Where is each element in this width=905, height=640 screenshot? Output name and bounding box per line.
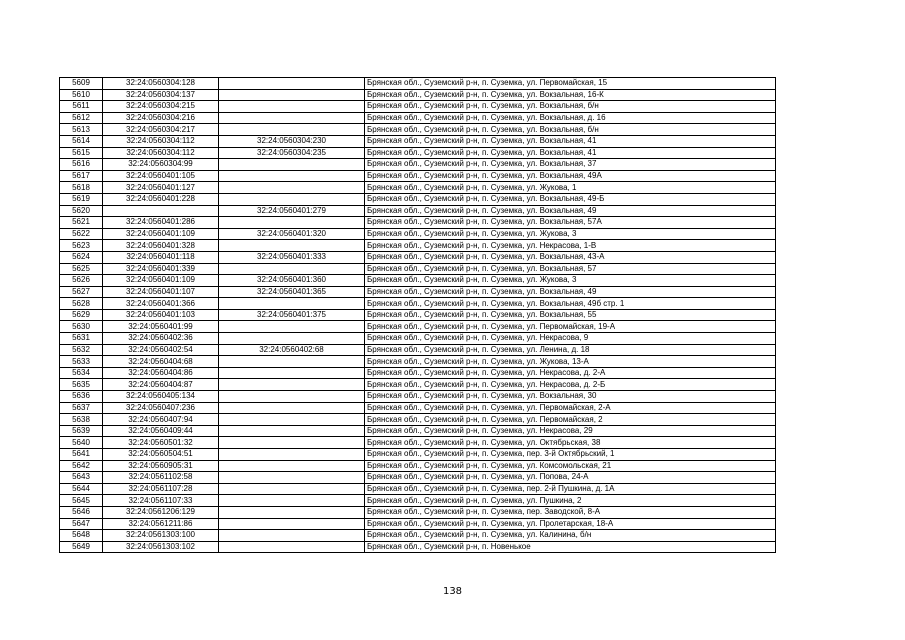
table-row <box>60 112 776 124</box>
address-cell: Брянская обл., Суземский р-н, п. Суземка, ул. Вокзальная, 49 <box>365 286 776 298</box>
table-row <box>60 89 776 101</box>
row-number-cell: 5622 <box>60 228 103 240</box>
cadastral-number-cell: 32:24:0560407:236 <box>103 402 219 414</box>
parent-cadastral-number-cell <box>219 379 365 391</box>
row-number-cell: 5619 <box>60 193 103 205</box>
parent-cadastral-number-cell: 32:24:0560401:360 <box>219 275 365 287</box>
cadastral-number-cell: 32:24:0560401:107 <box>103 286 219 298</box>
address-cell: Брянская обл., Суземский р-н, п. Суземка, ул. Вокзальная, 41 <box>365 135 776 147</box>
parent-cadastral-number-cell <box>219 170 365 182</box>
cadastral-number-cell: 32:24:0560501:32 <box>103 437 219 449</box>
row-number-cell: 5648 <box>60 530 103 542</box>
parent-cadastral-number-cell <box>219 460 365 472</box>
parent-cadastral-number-cell <box>219 541 365 553</box>
table-row <box>60 414 776 426</box>
table-row <box>60 449 776 461</box>
register-table-body <box>60 78 776 553</box>
parent-cadastral-number-cell <box>219 78 365 90</box>
cadastral-number-cell: 32:24:0560401:103 <box>103 309 219 321</box>
cadastral-number-cell: 32:24:0560905:31 <box>103 460 219 472</box>
parent-cadastral-number-cell <box>219 402 365 414</box>
table-row <box>60 541 776 553</box>
address-cell: Брянская обл., Суземский р-н, п. Суземка, ул. Вокзальная, 43-А <box>365 251 776 263</box>
page-number: 138 <box>442 586 463 597</box>
parent-cadastral-number-cell <box>219 356 365 368</box>
row-number-cell: 5624 <box>60 251 103 263</box>
row-number-cell: 5631 <box>60 333 103 345</box>
parent-cadastral-number-cell: 32:24:0560401:333 <box>219 251 365 263</box>
address-cell: Брянская обл., Суземский р-н, п. Суземка, ул. Вокзальная, 49б стр. 1 <box>365 298 776 310</box>
parent-cadastral-number-cell <box>219 159 365 171</box>
parent-cadastral-number-cell <box>219 89 365 101</box>
address-cell: Брянская обл., Суземский р-н, п. Суземка, ул. Жукова, 13-А <box>365 356 776 368</box>
address-cell: Брянская обл., Суземский р-н, п. Суземка, пер. 2-й Пушкина, д. 1А <box>365 483 776 495</box>
address-cell: Брянская обл., Суземский р-н, п. Суземка, ул. Первомайская, 2 <box>365 414 776 426</box>
parent-cadastral-number-cell <box>219 240 365 252</box>
row-number-cell: 5614 <box>60 135 103 147</box>
table-row <box>60 147 776 159</box>
row-number-cell: 5640 <box>60 437 103 449</box>
address-cell: Брянская обл., Суземский р-н, п. Суземка, ул. Октябрьская, 38 <box>365 437 776 449</box>
table-row <box>60 217 776 229</box>
row-number-cell: 5641 <box>60 449 103 461</box>
table-row <box>60 367 776 379</box>
row-number-cell: 5635 <box>60 379 103 391</box>
row-number-cell: 5643 <box>60 472 103 484</box>
cadastral-number-cell: 32:24:0560401:118 <box>103 251 219 263</box>
table-row <box>60 298 776 310</box>
address-cell: Брянская обл., Суземский р-н, п. Суземка, ул. Жукова, 3 <box>365 228 776 240</box>
row-number-cell: 5609 <box>60 78 103 90</box>
cadastral-number-cell: 32:24:0560404:87 <box>103 379 219 391</box>
cadastral-number-cell: 32:24:0560304:217 <box>103 124 219 136</box>
cadastral-number-cell: 32:24:0560401:366 <box>103 298 219 310</box>
table-row <box>60 356 776 368</box>
cadastral-number-cell: 32:24:0560409:44 <box>103 425 219 437</box>
cadastral-number-cell: 32:24:0560402:54 <box>103 344 219 356</box>
address-cell: Брянская обл., Суземский р-н, п. Суземка, ул. Некрасова, 9 <box>365 333 776 345</box>
parent-cadastral-number-cell: 32:24:0560304:230 <box>219 135 365 147</box>
row-number-cell: 5629 <box>60 309 103 321</box>
parent-cadastral-number-cell <box>219 193 365 205</box>
table-row <box>60 425 776 437</box>
address-cell: Брянская обл., Суземский р-н, п. Суземка, ул. Вокзальная, б/н <box>365 101 776 113</box>
cadastral-number-cell: 32:24:0560304:99 <box>103 159 219 171</box>
row-number-cell: 5613 <box>60 124 103 136</box>
address-cell: Брянская обл., Суземский р-н, п. Суземка, ул. Вокзальная, б/н <box>365 124 776 136</box>
row-number-cell: 5623 <box>60 240 103 252</box>
address-cell: Брянская обл., Суземский р-н, п. Суземка, ул. Вокзальная, 16-К <box>365 89 776 101</box>
parent-cadastral-number-cell <box>219 483 365 495</box>
table-row <box>60 240 776 252</box>
row-number-cell: 5616 <box>60 159 103 171</box>
address-cell: Брянская обл., Суземский р-н, п. Суземка, ул. Вокзальная, 49-Б <box>365 193 776 205</box>
cadastral-number-cell: 32:24:0560401:109 <box>103 275 219 287</box>
address-cell: Брянская обл., Суземский р-н, п. Новенькое <box>365 541 776 553</box>
row-number-cell: 5612 <box>60 112 103 124</box>
cadastral-number-cell: 32:24:0560304:112 <box>103 147 219 159</box>
parent-cadastral-number-cell: 32:24:0560304:235 <box>219 147 365 159</box>
table-row <box>60 275 776 287</box>
row-number-cell: 5628 <box>60 298 103 310</box>
cadastral-number-cell: 32:24:0561107:33 <box>103 495 219 507</box>
row-number-cell: 5610 <box>60 89 103 101</box>
address-cell: Брянская обл., Суземский р-н, п. Суземка, ул. Вокзальная, 30 <box>365 391 776 403</box>
row-number-cell: 5647 <box>60 518 103 530</box>
cadastral-number-cell: 32:24:0561211:86 <box>103 518 219 530</box>
table-row <box>60 391 776 403</box>
cadastral-number-cell: 32:24:0560401:109 <box>103 228 219 240</box>
parent-cadastral-number-cell <box>219 367 365 379</box>
address-cell: Брянская обл., Суземский р-н, п. Суземка, ул. Попова, 24-А <box>365 472 776 484</box>
row-number-cell: 5617 <box>60 170 103 182</box>
address-cell: Брянская обл., Суземский р-н, п. Суземка, ул. Жукова, 3 <box>365 275 776 287</box>
row-number-cell: 5638 <box>60 414 103 426</box>
table-row <box>60 182 776 194</box>
address-cell: Брянская обл., Суземский р-н, п. Суземка, ул. Некрасова, 1-В <box>365 240 776 252</box>
table-row <box>60 263 776 275</box>
row-number-cell: 5636 <box>60 391 103 403</box>
cadastral-number-cell: 32:24:0560401:105 <box>103 170 219 182</box>
parent-cadastral-number-cell <box>219 414 365 426</box>
parent-cadastral-number-cell <box>219 263 365 275</box>
table-row <box>60 344 776 356</box>
parent-cadastral-number-cell <box>219 506 365 518</box>
cadastral-number-cell: 32:24:0560401:286 <box>103 217 219 229</box>
parent-cadastral-number-cell <box>219 124 365 136</box>
parent-cadastral-number-cell <box>219 425 365 437</box>
cadastral-number-cell: 32:24:0560304:215 <box>103 101 219 113</box>
row-number-cell: 5615 <box>60 147 103 159</box>
address-cell: Брянская обл., Суземский р-н, п. Суземка, пер. 3-й Октябрьский, 1 <box>365 449 776 461</box>
table-row <box>60 518 776 530</box>
table-row <box>60 286 776 298</box>
row-number-cell: 5642 <box>60 460 103 472</box>
address-cell: Брянская обл., Суземский р-н, п. Суземка, ул. Вокзальная, 49 <box>365 205 776 217</box>
table-row <box>60 437 776 449</box>
table-row <box>60 379 776 391</box>
cadastral-number-cell: 32:24:0561303:100 <box>103 530 219 542</box>
cadastral-number-cell: 32:24:0561107:28 <box>103 483 219 495</box>
parent-cadastral-number-cell: 32:24:0560402:68 <box>219 344 365 356</box>
cadastral-number-cell: 32:24:0561102:58 <box>103 472 219 484</box>
row-number-cell: 5611 <box>60 101 103 113</box>
cadastral-number-cell: 32:24:0560401:339 <box>103 263 219 275</box>
parent-cadastral-number-cell: 32:24:0560401:365 <box>219 286 365 298</box>
cadastral-number-cell <box>103 205 219 217</box>
address-cell: Брянская обл., Суземский р-н, п. Суземка, ул. Вокзальная, 37 <box>365 159 776 171</box>
parent-cadastral-number-cell <box>219 391 365 403</box>
parent-cadastral-number-cell <box>219 518 365 530</box>
parent-cadastral-number-cell <box>219 217 365 229</box>
row-number-cell: 5618 <box>60 182 103 194</box>
address-cell: Брянская обл., Суземский р-н, п. Суземка, ул. Первомайская, 2-А <box>365 402 776 414</box>
table-row <box>60 78 776 90</box>
address-cell: Брянская обл., Суземский р-н, п. Суземка, ул. Вокзальная, 57А <box>365 217 776 229</box>
parent-cadastral-number-cell <box>219 495 365 507</box>
parent-cadastral-number-cell <box>219 449 365 461</box>
cadastral-number-cell: 32:24:0560404:68 <box>103 356 219 368</box>
table-row <box>60 205 776 217</box>
address-cell: Брянская обл., Суземский р-н, п. Суземка, пер. Заводской, 8-А <box>365 506 776 518</box>
address-cell: Брянская обл., Суземский р-н, п. Суземка, ул. Пушкина, 2 <box>365 495 776 507</box>
table-row <box>60 309 776 321</box>
table-row <box>60 321 776 333</box>
address-cell: Брянская обл., Суземский р-н, п. Суземка, ул. Ленина, д. 18 <box>365 344 776 356</box>
cadastral-number-cell: 32:24:0560401:127 <box>103 182 219 194</box>
cadastral-number-cell: 32:24:0560304:137 <box>103 89 219 101</box>
address-cell: Брянская обл., Суземский р-н, п. Суземка, ул. Комсомольская, 21 <box>365 460 776 472</box>
table-row <box>60 228 776 240</box>
parent-cadastral-number-cell: 32:24:0560401:320 <box>219 228 365 240</box>
address-cell: Брянская обл., Суземский р-н, п. Суземка, ул. Вокзальная, 57 <box>365 263 776 275</box>
table-row <box>60 251 776 263</box>
table-row <box>60 495 776 507</box>
cadastral-number-cell: 32:24:0560401:228 <box>103 193 219 205</box>
address-cell: Брянская обл., Суземский р-н, п. Суземка, ул. Вокзальная, 49А <box>365 170 776 182</box>
parent-cadastral-number-cell <box>219 101 365 113</box>
row-number-cell: 5620 <box>60 205 103 217</box>
address-cell: Брянская обл., Суземский р-н, п. Суземка, ул. Некрасова, д. 2-А <box>365 367 776 379</box>
cadastral-number-cell: 32:24:0560402:36 <box>103 333 219 345</box>
row-number-cell: 5646 <box>60 506 103 518</box>
address-cell: Брянская обл., Суземский р-н, п. Суземка, ул. Первомайская, 15 <box>365 78 776 90</box>
cadastral-number-cell: 32:24:0560304:216 <box>103 112 219 124</box>
parent-cadastral-number-cell <box>219 333 365 345</box>
address-cell: Брянская обл., Суземский р-н, п. Суземка, ул. Вокзальная, 41 <box>365 147 776 159</box>
parent-cadastral-number-cell <box>219 298 365 310</box>
table-row <box>60 101 776 113</box>
table-row <box>60 159 776 171</box>
row-number-cell: 5627 <box>60 286 103 298</box>
row-number-cell: 5630 <box>60 321 103 333</box>
address-cell: Брянская обл., Суземский р-н, п. Суземка, ул. Первомайская, 19-А <box>365 321 776 333</box>
parent-cadastral-number-cell <box>219 437 365 449</box>
row-number-cell: 5637 <box>60 402 103 414</box>
table-row <box>60 530 776 542</box>
parent-cadastral-number-cell <box>219 472 365 484</box>
address-cell: Брянская обл., Суземский р-н, п. Суземка, ул. Вокзальная, 55 <box>365 309 776 321</box>
cadastral-number-cell: 32:24:0560407:94 <box>103 414 219 426</box>
address-cell: Брянская обл., Суземский р-н, п. Суземка, ул. Вокзальная, д. 16 <box>365 112 776 124</box>
property-register-table <box>59 77 776 553</box>
table-row <box>60 135 776 147</box>
cadastral-number-cell: 32:24:0561206:129 <box>103 506 219 518</box>
row-number-cell: 5644 <box>60 483 103 495</box>
parent-cadastral-number-cell <box>219 182 365 194</box>
cadastral-number-cell: 32:24:0560401:328 <box>103 240 219 252</box>
row-number-cell: 5634 <box>60 367 103 379</box>
table-row <box>60 333 776 345</box>
parent-cadastral-number-cell: 32:24:0560401:279 <box>219 205 365 217</box>
row-number-cell: 5632 <box>60 344 103 356</box>
table-row <box>60 483 776 495</box>
address-cell: Брянская обл., Суземский р-н, п. Суземка, ул. Калинина, б/н <box>365 530 776 542</box>
table-row <box>60 460 776 472</box>
cadastral-number-cell: 32:24:0560504:51 <box>103 449 219 461</box>
row-number-cell: 5633 <box>60 356 103 368</box>
row-number-cell: 5625 <box>60 263 103 275</box>
parent-cadastral-number-cell: 32:24:0560401:375 <box>219 309 365 321</box>
parent-cadastral-number-cell <box>219 530 365 542</box>
row-number-cell: 5626 <box>60 275 103 287</box>
table-row <box>60 170 776 182</box>
cadastral-number-cell: 32:24:0560405:134 <box>103 391 219 403</box>
table-row <box>60 124 776 136</box>
table-row <box>60 472 776 484</box>
address-cell: Брянская обл., Суземский р-н, п. Суземка, ул. Некрасова, 29 <box>365 425 776 437</box>
row-number-cell: 5645 <box>60 495 103 507</box>
cadastral-number-cell: 32:24:0560401:99 <box>103 321 219 333</box>
parent-cadastral-number-cell <box>219 112 365 124</box>
address-cell: Брянская обл., Суземский р-н, п. Суземка, ул. Некрасова, д. 2-Б <box>365 379 776 391</box>
address-cell: Брянская обл., Суземский р-н, п. Суземка, ул. Пролетарская, 18-А <box>365 518 776 530</box>
parent-cadastral-number-cell <box>219 321 365 333</box>
cadastral-number-cell: 32:24:0561303:102 <box>103 541 219 553</box>
cadastral-number-cell: 32:24:0560304:128 <box>103 78 219 90</box>
table-row <box>60 402 776 414</box>
table-row <box>60 193 776 205</box>
cadastral-number-cell: 32:24:0560404:86 <box>103 367 219 379</box>
row-number-cell: 5639 <box>60 425 103 437</box>
row-number-cell: 5649 <box>60 541 103 553</box>
address-cell: Брянская обл., Суземский р-н, п. Суземка, ул. Жукова, 1 <box>365 182 776 194</box>
row-number-cell: 5621 <box>60 217 103 229</box>
table-row <box>60 506 776 518</box>
cadastral-number-cell: 32:24:0560304:112 <box>103 135 219 147</box>
